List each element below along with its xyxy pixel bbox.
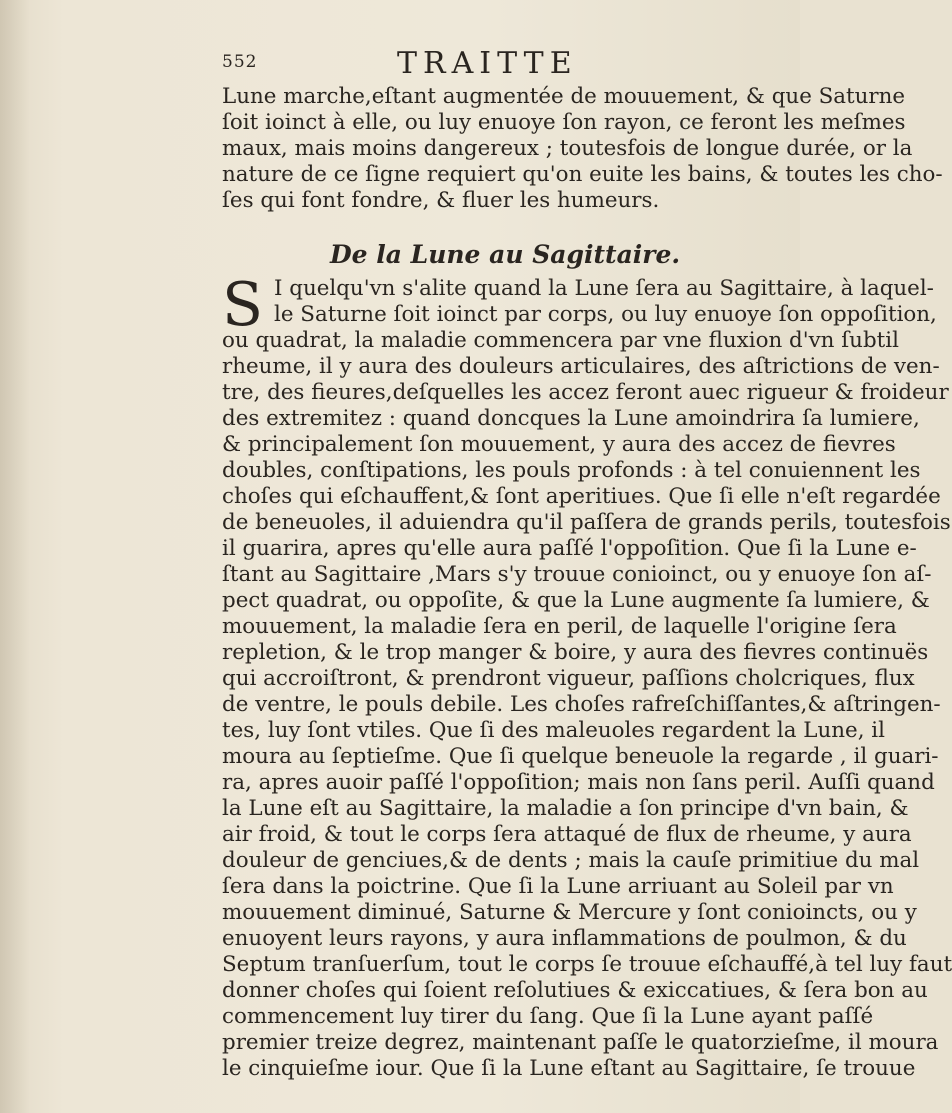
text-line: maux, mais moins dangereux ; toutesfois de longue durée, or la [222,136,913,161]
text-line: le cinquieſme iour. Que ſi la Lune eſtant au Sagittaire, ſe trouue [222,1056,916,1081]
text-line: choſes qui eſchauffent,& ſont aperitiues. Que ſi elle n'eſt regardée [222,484,941,509]
text-line: & principalement ſon mouuement, y aura des accez de fievres [222,432,896,457]
section-body [222,270,952,1082]
text-line: le Saturne ſoit ioinct par corps, ou luy enuoye ſon oppoſition, [274,302,937,327]
text-line: la Lune eſt au Sagittaire, la maladie a ſon principe d'vn bain, & [222,796,909,821]
text-line: il guarira, apres qu'elle aura paſſé l'oppoſition. Que ſi la Lune e- [222,536,917,561]
page-number: 552 [222,52,258,72]
text-line: donner choſes qui ſoient reſolutiues & exiccatiues, & ſera bon au [222,978,928,1003]
text-line: nature de ce ſigne requiert qu'on euite les bains, & toutes les cho- [222,162,943,187]
text-line: douleur de genciues,& de dents ; mais la cauſe primitiue du mal [222,848,920,873]
text-line: Lune marche,eſtant augmentée de mouuement, & que Saturne [222,84,906,109]
text-line: mouuement diminué, Saturne & Mercure y ſont conioincts, ou y [222,900,917,925]
intro-paragraph [222,84,943,214]
running-head: TRAITTE [397,46,578,81]
text-line: de ventre, le pouls debile. Les choſes rafreſchiſſantes,& aſtringen- [222,692,941,717]
text-line: ſoit ioinct à elle, ou luy enuoye ſon rayon, ce feront les meſmes [222,110,906,135]
text-line: ra, apres auoir paſſé l'oppoſition; mais non ſans peril. Auſſi quand [222,770,935,795]
text-line: pect quadrat, ou oppoſite, & que la Lune augmente ſa lumiere, & [222,588,930,613]
text-line: ſtant au Sagittaire ,Mars s'y trouue conioinct, ou y enuoye ſon aſ- [222,562,932,587]
text-line: tes, luy ſont vtiles. Que ſi des maleuoles regardent la Lune, il [222,718,885,743]
text-line: qui accroiſtront, & prendront vigueur, paſſions cholcriques, flux [222,666,915,691]
text-line: enuoyent leurs rayons, y aura inflammations de poulmon, & du [222,926,907,951]
text-line: de beneuoles, il aduiendra qu'il paſſera de grands perils, toutesfois [222,510,951,535]
text-line: repletion, & le trop manger & boire, y aura des fievres continuës [222,640,929,665]
text-line: ou quadrat, la maladie commencera par vne fluxion d'vn ſubtil [222,328,899,353]
gutter-shadow [0,0,30,1113]
text-line: Septum tranſuerſum, tout le corps ſe trouue eſchauffé,à tel luy faut [222,952,952,977]
text-line: premier treize degrez, maintenant paſſe le quatorzieſme, il moura [222,1030,939,1055]
section-title: De la Lune au Sagittaire. [329,240,681,269]
text-line: moura au ſeptieſme. Que ſi quelque beneuole la regarde , il guari- [222,744,939,769]
text-line: tre, des fieures,deſquelles les accez feront auec rigueur & froideur [222,380,949,405]
text-line: commencement luy tirer du ſang. Que ſi la Lune ayant paſſé [222,1004,874,1029]
text-line: I quelqu'vn s'alite quand la Lune ſera au Sagittaire, à laquel- [274,276,934,301]
text-line: ſera dans la poictrine. Que ſi la Lune arriuant au Soleil par vn [222,874,894,899]
drop-cap: S [222,270,264,340]
text-line: air froid, & tout le corps ſera attaqué de flux de rheume, y aura [222,822,912,847]
text-line: rheume, il y aura des douleurs articulaires, des aſtrictions de ven- [222,354,940,379]
text-line: doubles, conſtipations, les pouls profonds : à tel conuiennent les [222,458,921,483]
text-line: des extremitez : quand doncques la Lune amoindrira ſa lumiere, [222,406,920,431]
text-line: mouuement, la maladie ſera en peril, de laquelle l'origine ſera [222,614,897,639]
page-header [222,46,802,82]
text-line: ſes qui font fondre, & fluer les humeurs. [222,188,660,213]
